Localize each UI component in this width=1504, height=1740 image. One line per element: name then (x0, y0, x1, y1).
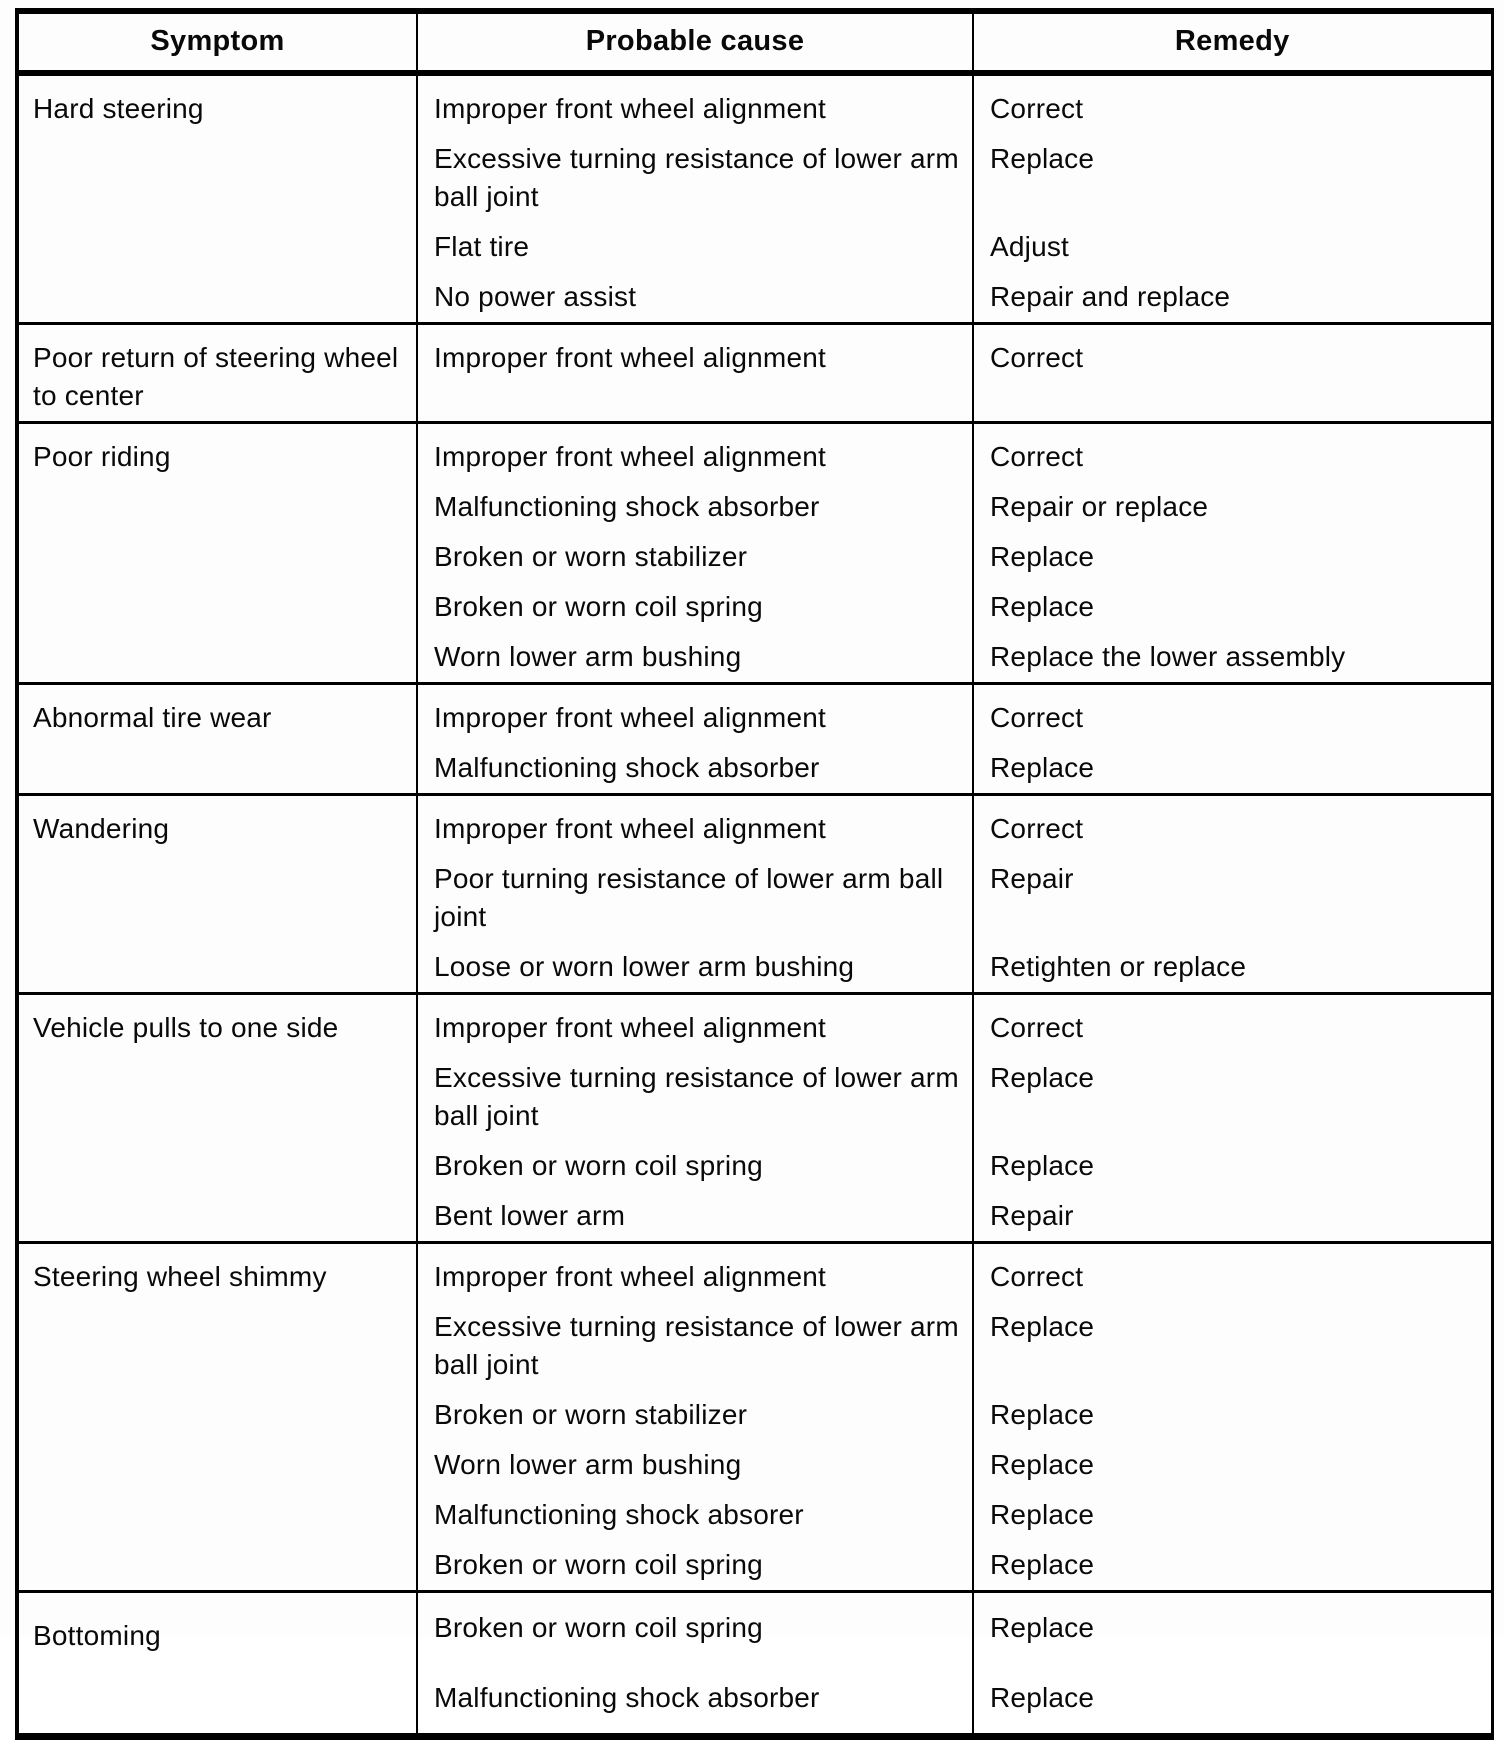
cause-cell: No power assist (417, 272, 973, 324)
cause-cell: Loose or worn lower arm bushing (417, 942, 973, 994)
remedy-cell: Replace (990, 1062, 1095, 1093)
remedy-cell: Replace (990, 143, 1095, 174)
cause-cell: Broken or worn coil spring (417, 582, 973, 632)
remedy-cell: Replace (990, 1499, 1095, 1530)
troubleshooting-table (15, 8, 1494, 1740)
cause-cell: Broken or worn coil spring (417, 1141, 973, 1191)
remedy-cell: Correct (973, 1243, 1492, 1303)
cause-cell: Worn lower arm bushing (417, 632, 973, 684)
remedy-cell: Replace (973, 1592, 1492, 1664)
remedy-cell: Replace (990, 1399, 1095, 1430)
cause-cell: Improper front wheel alignment (417, 684, 973, 744)
remedy-cell: Adjust (990, 231, 1070, 262)
remedy-cell: Replace (990, 591, 1095, 622)
cause-cell: Poor turning resistance of lower arm ball joint (417, 854, 973, 942)
remedy-cell: Replace (990, 1549, 1095, 1580)
table-row (17, 1243, 1492, 1303)
table-body (17, 73, 1492, 1737)
remedy-cell: Replace the lower assembly (990, 641, 1346, 672)
remedy-cell: Repair (990, 863, 1074, 894)
cause-cell: Excessive turning resistance of lower arm ball joint (417, 134, 973, 222)
cause-cell: Bent lower arm (417, 1191, 973, 1243)
remedy-cell: Correct (973, 423, 1492, 483)
cause-cell: Broken or worn stabilizer (417, 1390, 973, 1440)
remedy-cell: Replace (990, 1311, 1095, 1342)
symptom-cell: Abnormal tire wear (17, 684, 417, 795)
remedy-cell: Correct (973, 684, 1492, 744)
symptom-cell: Bottoming (17, 1592, 417, 1737)
column-header-remedy: Remedy (973, 11, 1492, 73)
table-row (17, 324, 1492, 423)
remedy-cell: Replace (990, 541, 1095, 572)
cause-cell: Worn lower arm bushing (417, 1440, 973, 1490)
remedy-cell: Repair and replace (990, 281, 1231, 312)
remedy-cell: Replace (990, 1449, 1095, 1480)
cause-cell: Improper front wheel alignment (417, 423, 973, 483)
cause-cell: Malfunctioning shock absorber (417, 1663, 973, 1737)
symptom-cell: Steering wheel shimmy (17, 1243, 417, 1592)
cause-cell: Excessive turning resistance of lower arm ball joint (417, 1302, 973, 1390)
remedy-cell: Replace (990, 752, 1095, 783)
cause-cell: Malfunctioning shock absorber (417, 482, 973, 532)
symptom-cell: Poor riding (17, 423, 417, 684)
remedy-cell: Correct (973, 324, 1492, 423)
cause-cell: Malfunctioning shock absorer (417, 1490, 973, 1540)
cause-cell: Improper front wheel alignment (417, 73, 973, 134)
table-row (17, 994, 1492, 1054)
remedy-cell: Correct (973, 795, 1492, 855)
table-row (17, 1592, 1492, 1664)
symptom-cell: Vehicle pulls to one side (17, 994, 417, 1243)
remedy-cell: Replace (990, 1682, 1095, 1713)
cause-cell: Malfunctioning shock absorber (417, 743, 973, 795)
cause-cell: Flat tire (417, 222, 973, 272)
cause-cell: Improper front wheel alignment (417, 994, 973, 1054)
header-row (17, 11, 1492, 73)
symptom-cell: Hard steering (17, 73, 417, 324)
cause-cell: Excessive turning resistance of lower arm ball joint (417, 1053, 973, 1141)
table-row (17, 423, 1492, 483)
column-header-probable-cause: Probable cause (417, 11, 973, 73)
remedy-cell: Correct (973, 73, 1492, 134)
symptom-cell: Poor return of steering wheel to center (17, 324, 417, 423)
table-row (17, 73, 1492, 134)
symptom-cell: Wandering (17, 795, 417, 994)
remedy-cell: Repair or replace (990, 491, 1209, 522)
remedy-cell: Retighten or replace (990, 951, 1247, 982)
remedy-cell: Correct (973, 994, 1492, 1054)
cause-cell: Improper front wheel alignment (417, 795, 973, 855)
column-header-symptom: Symptom (17, 11, 417, 73)
cause-cell: Broken or worn coil spring (417, 1540, 973, 1592)
table-row (17, 684, 1492, 744)
remedy-cell: Replace (990, 1150, 1095, 1181)
table-header (17, 11, 1492, 73)
table-row (17, 795, 1492, 855)
cause-cell: Improper front wheel alignment (417, 324, 973, 423)
remedy-cell: Repair (990, 1200, 1074, 1231)
cause-cell: Improper front wheel alignment (417, 1243, 973, 1303)
cause-cell: Broken or worn coil spring (417, 1592, 973, 1664)
cause-cell: Broken or worn stabilizer (417, 532, 973, 582)
